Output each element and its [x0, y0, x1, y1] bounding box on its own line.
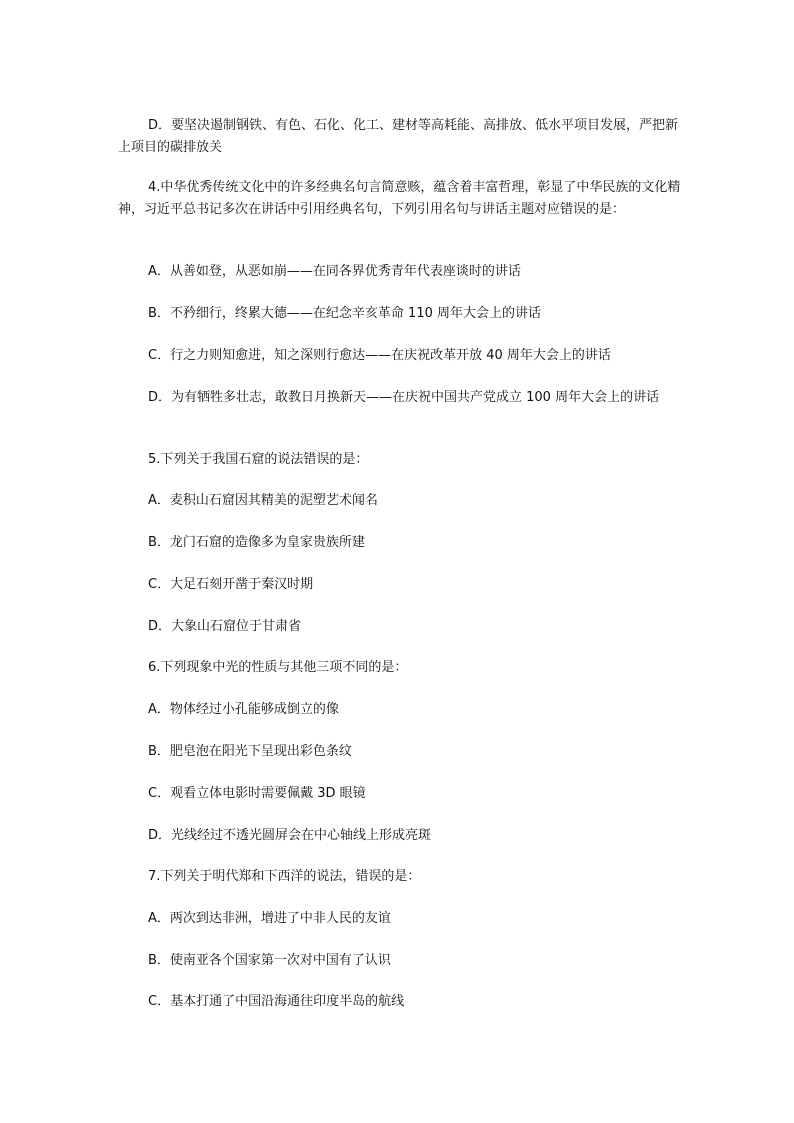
- q7-option-b: B．使南亚各个国家第一次对中国有了认识: [148, 953, 391, 968]
- q6-option-d: D．光线经过不透光圆屏会在中心轴线上形成亮斑: [148, 828, 432, 843]
- q6-option-c: C．观看立体电影时需要佩戴 3D 眼镜: [148, 786, 366, 801]
- q3-option-d: D．要坚决遏制钢铁、有色、石化、化工、建材等高耗能、高排放、低水平项目发展，严把新上项目的碳排放关: [118, 118, 679, 155]
- q5-stem: 5.下列关于我国石窟的说法错误的是：: [148, 452, 369, 467]
- q4-option-b: B．不矜细行，终累大德——在纪念辛亥革命 110 周年大会上的讲话: [148, 306, 541, 321]
- q6-option-a: A．物体经过小孔能够成倒立的像: [148, 702, 339, 717]
- q5-option-c: C．大足石刻开凿于秦汉时期: [148, 577, 314, 592]
- q6-stem: 6.下列现象中光的性质与其他三项不同的是：: [148, 660, 408, 675]
- q6-option-b: B．肥皂泡在阳光下呈现出彩色条纹: [148, 744, 352, 759]
- q5-option-b: B．龙门石窟的造像多为皇家贵族所建: [148, 535, 365, 550]
- q7-stem: 7.下列关于明代郑和下西洋的说法，错误的是：: [148, 869, 421, 884]
- q5-option-a: A．麦积山石窟因其精美的泥塑艺术闻名: [148, 493, 378, 508]
- q5-option-d: D．大象山石窟位于甘肃省: [148, 619, 302, 634]
- q4-option-d: D．为有牺牲多壮志，敢教日月换新天——在庆祝中国共产党成立 100 周年大会上的讲话: [148, 390, 660, 405]
- q4-stem: 4.中华优秀传统文化中的许多经典名句言简意赅，蕴含着丰富哲理，彰显了中华民族的文化精神，习近平总书记多次在讲话中引用经典名句，下列引用名句与讲话主题对应错误的是：: [118, 180, 681, 217]
- q7-option-c: C．基本打通了中国沿海通往印度半岛的航线: [148, 994, 405, 1009]
- q4-option-a: A．从善如登，从恶如崩——在同各界优秀青年代表座谈时的讲话: [148, 264, 521, 279]
- q7-option-a: A．两次到达非洲，增进了中非人民的友谊: [148, 911, 391, 926]
- q4-option-c: C．行之力则知愈进，知之深则行愈达——在庆祝改革开放 40 周年大会上的讲话: [148, 348, 611, 363]
